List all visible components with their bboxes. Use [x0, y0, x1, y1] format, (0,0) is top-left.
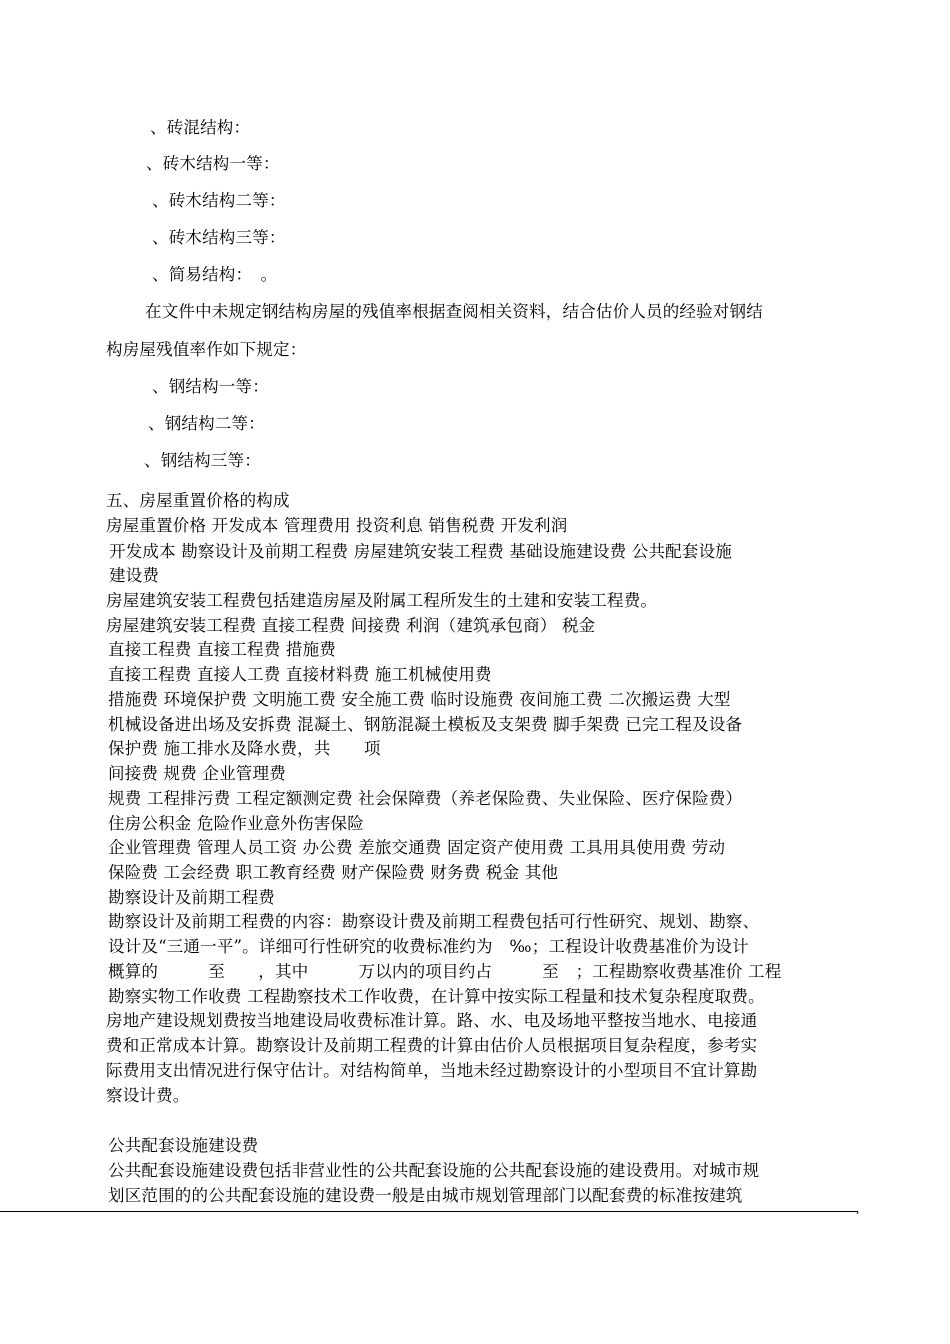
residual-item-steel-1: 、钢结构一等： — [152, 377, 269, 396]
steel-intro-line-2: 构房屋残值率作如下规定： — [106, 340, 307, 359]
section2-heading: 公共配套设施建设费 — [108, 1136, 259, 1155]
body-line: 勘察设计及前期工程费 — [108, 888, 275, 907]
section2-line: 公共配套设施建设费包括非营业性的公共配套设施的公共配套设施的建设费用。对城市规 — [108, 1161, 760, 1180]
residual-item-simple: 、简易结构： 。 — [152, 265, 278, 284]
body-line: 房屋建筑安装工程费包括建造房屋及附属工程所发生的土建和安装工程费。 — [106, 591, 658, 610]
residual-item-steel-3: 、钢结构三等： — [144, 451, 261, 470]
body-line: 开发成本 勘察设计及前期工程费 房屋建筑安装工程费 基础设施建设费 公共配套设施 — [109, 542, 732, 561]
body-line: 直接工程费 直接工程费 措施费 — [108, 640, 336, 659]
body-line: 设计及“三通一平”。详细可行性研究的收费标准约为 ‰；工程设计收费基准价为设计 — [108, 937, 749, 956]
body-line: 房屋重置价格 开发成本 管理费用 投资利息 销售税费 开发利润 — [106, 516, 568, 535]
body-line: 房屋建筑安装工程费 直接工程费 间接费 利润（建筑承包商） 税金 — [106, 616, 596, 635]
body-line: 保险费 工会经费 职工教育经费 财产保险费 财务费 税金 其他 — [108, 863, 559, 882]
body-line: 际费用支出情况进行保守估计。对结构简单，当地未经过勘察设计的小型项目不宜计算勘 — [106, 1061, 758, 1080]
body-line: 房地产建设规划费按当地建设局收费标准计算。路、水、电及场地平整按当地水、电接通 — [106, 1011, 758, 1030]
body-line: 勘察设计及前期工程费的内容：勘察设计费及前期工程费包括可行性研究、规划、勘察、 — [108, 912, 760, 931]
section2-line: 划区范围的的公共配套设施的建设费一般是由城市规划管理部门以配套费的标准按建筑 — [108, 1186, 743, 1205]
body-line: 间接费 规费 企业管理费 — [108, 764, 286, 783]
body-line: 勘察实物工作收费 工程勘察技术工作收费，在计算中按实际工程量和技术复杂程度取费。 — [108, 987, 765, 1006]
residual-item-steel-2: 、钢结构二等： — [148, 414, 265, 433]
residual-item-brick-wood-3: 、砖木结构三等： — [152, 228, 286, 247]
body-line: 保护费 施工排水及降水费，共 项 — [108, 739, 381, 758]
bottom-rule — [0, 1211, 858, 1212]
residual-item-brick-wood-2: 、砖木结构二等： — [152, 191, 286, 210]
body-line: 察设计费。 — [106, 1086, 190, 1105]
body-line: 机械设备进出场及安拆费 混凝土、钢筋混凝土模板及支架费 脚手架费 已完工程及设备 — [108, 715, 743, 734]
body-line: 直接工程费 直接人工费 直接材料费 施工机械使用费 — [108, 665, 492, 684]
body-line: 费和正常成本计算。勘察设计及前期工程费的计算由估价人员根据项目复杂程度，参考实 — [106, 1036, 758, 1055]
body-line: 建设费 — [109, 566, 160, 585]
section-heading: 五、房屋重置价格的构成 — [106, 491, 290, 510]
body-line: 住房公积金 危险作业意外伤害保险 — [108, 814, 364, 833]
body-line: 规费 工程排污费 工程定额测定费 社会保障费（养老保险费、失业保险、医疗保险费） — [108, 789, 743, 808]
residual-item-brick-concrete: 、砖混结构： — [150, 118, 251, 137]
steel-intro-line-1: 在文件中未规定钢结构房屋的残值率根据查阅相关资料，结合估价人员的经验对钢结 — [145, 302, 763, 321]
residual-item-brick-wood-1: 、砖木结构一等： — [146, 154, 280, 173]
body-line: 措施费 环境保护费 文明施工费 安全施工费 临时设施费 夜间施工费 二次搬运费 大型 — [108, 690, 731, 709]
rule-mark: , — [856, 1203, 860, 1216]
body-line: 概算的 至 ，其中 万以内的项目约占 至 ；工程勘察收费基准价 工程 — [108, 962, 782, 981]
body-line: 企业管理费 管理人员工资 办公费 差旅交通费 固定资产使用费 工具用具使用费 劳动 — [108, 838, 726, 857]
